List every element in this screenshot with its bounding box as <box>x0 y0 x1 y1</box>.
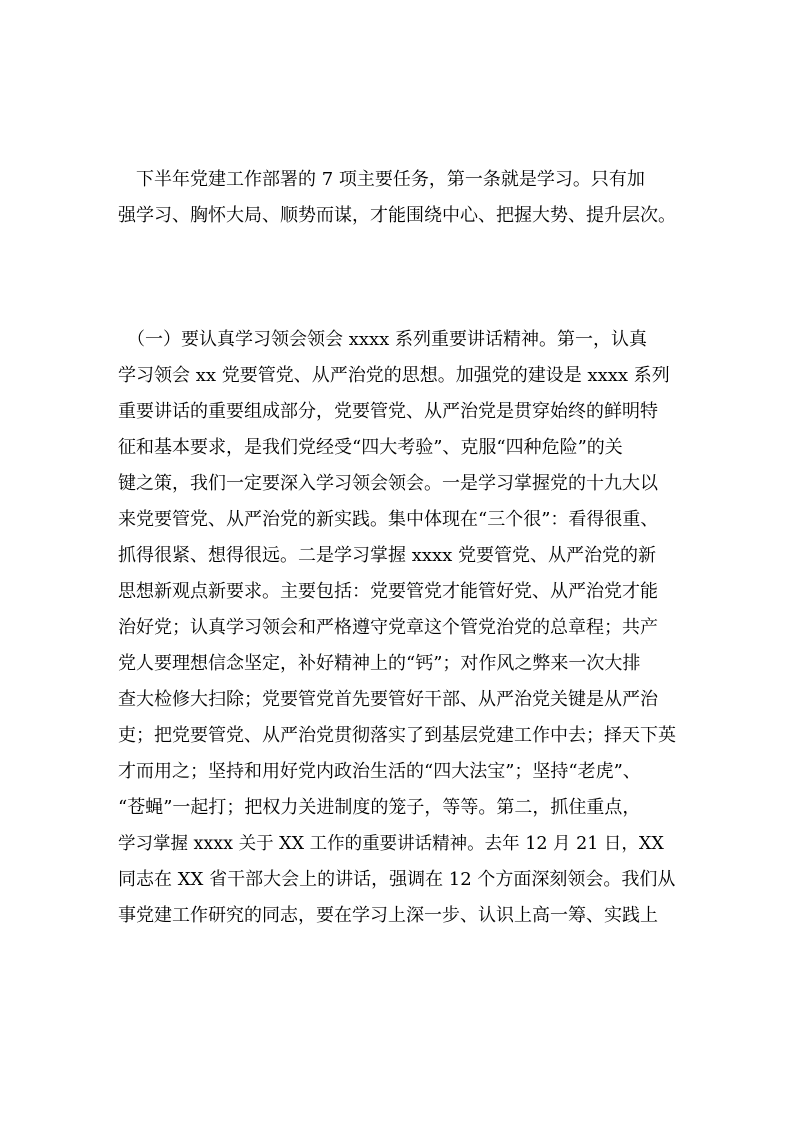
text-line: 思想新观点新要求。主要包括：党要管党才能管好党、从严治党才能 <box>118 581 658 602</box>
paragraph-1 <box>118 162 678 234</box>
text-line: 抓得很紧、想得很远。二是学习掌握 xxxx 党要管党、从严治党的新 <box>118 545 657 566</box>
text-line: “苍蝇”一起打；把权力关进制度的笼子，等等。第二，抓住重点， <box>118 797 641 818</box>
text-line: 同志在 XX 省干部大会上的讲话，强调在 12 个方面深刻领会。我们从 <box>118 869 676 890</box>
text-line: （一）要认真学习领会领会 xxxx 系列重要讲话精神。第一，认真 <box>118 329 648 350</box>
text-line: 才而用之；坚持和用好党内政治生活的“四大法宝”；坚持“老虎”、 <box>118 761 641 782</box>
text-line: 键之策，我们一定要深入学习领会领会。一是学习掌握党的十九大以 <box>118 473 658 494</box>
text-line: 来党要管党、从严治党的新实践。集中体现在“三个很”：看得很重、 <box>118 509 659 530</box>
text-line: 重要讲话的重要组成部分，党要管党、从严治党是贯穿始终的鲜明特 <box>118 401 658 422</box>
text-line: 事党建工作研究的同志，要在学习上深一步、认识上高一筹、实践上 <box>118 905 658 926</box>
text-line: 强学习、胸怀大局、顺势而谋，才能围绕中心、把握大势、提升层次。 <box>118 205 676 226</box>
text-line: 党人要理想信念坚定，补好精神上的“钙”；对作风之弊来一次大排 <box>118 653 641 674</box>
text-line: 下半年党建工作部署的 7 项主要任务，第一条就是学习。只有加 <box>118 169 645 190</box>
text-line: 征和基本要求，是我们党经受“四大考验”、克服“四种危险”的关 <box>118 437 623 458</box>
text-line: 查大检修大扫除；党要管党首先要管好干部、从严治党关键是从严治 <box>118 689 658 710</box>
text-line: 治好党；认真学习领会和严格遵守党章这个管党治党的总章程；共产 <box>118 617 658 638</box>
paragraph-2 <box>118 322 678 934</box>
text-line: 吏；把党要管党、从严治党贯彻落实了到基层党建工作中去；择天下英 <box>118 725 676 746</box>
text-line: 学习领会 xx 党要管党、从严治党的思想。加强党的建设是 xxxx 系列 <box>118 365 670 386</box>
text-line: 学习掌握 xxxx 关于 XX 工作的重要讲话精神。去年 12 月 21 日，XX <box>118 834 664 854</box>
